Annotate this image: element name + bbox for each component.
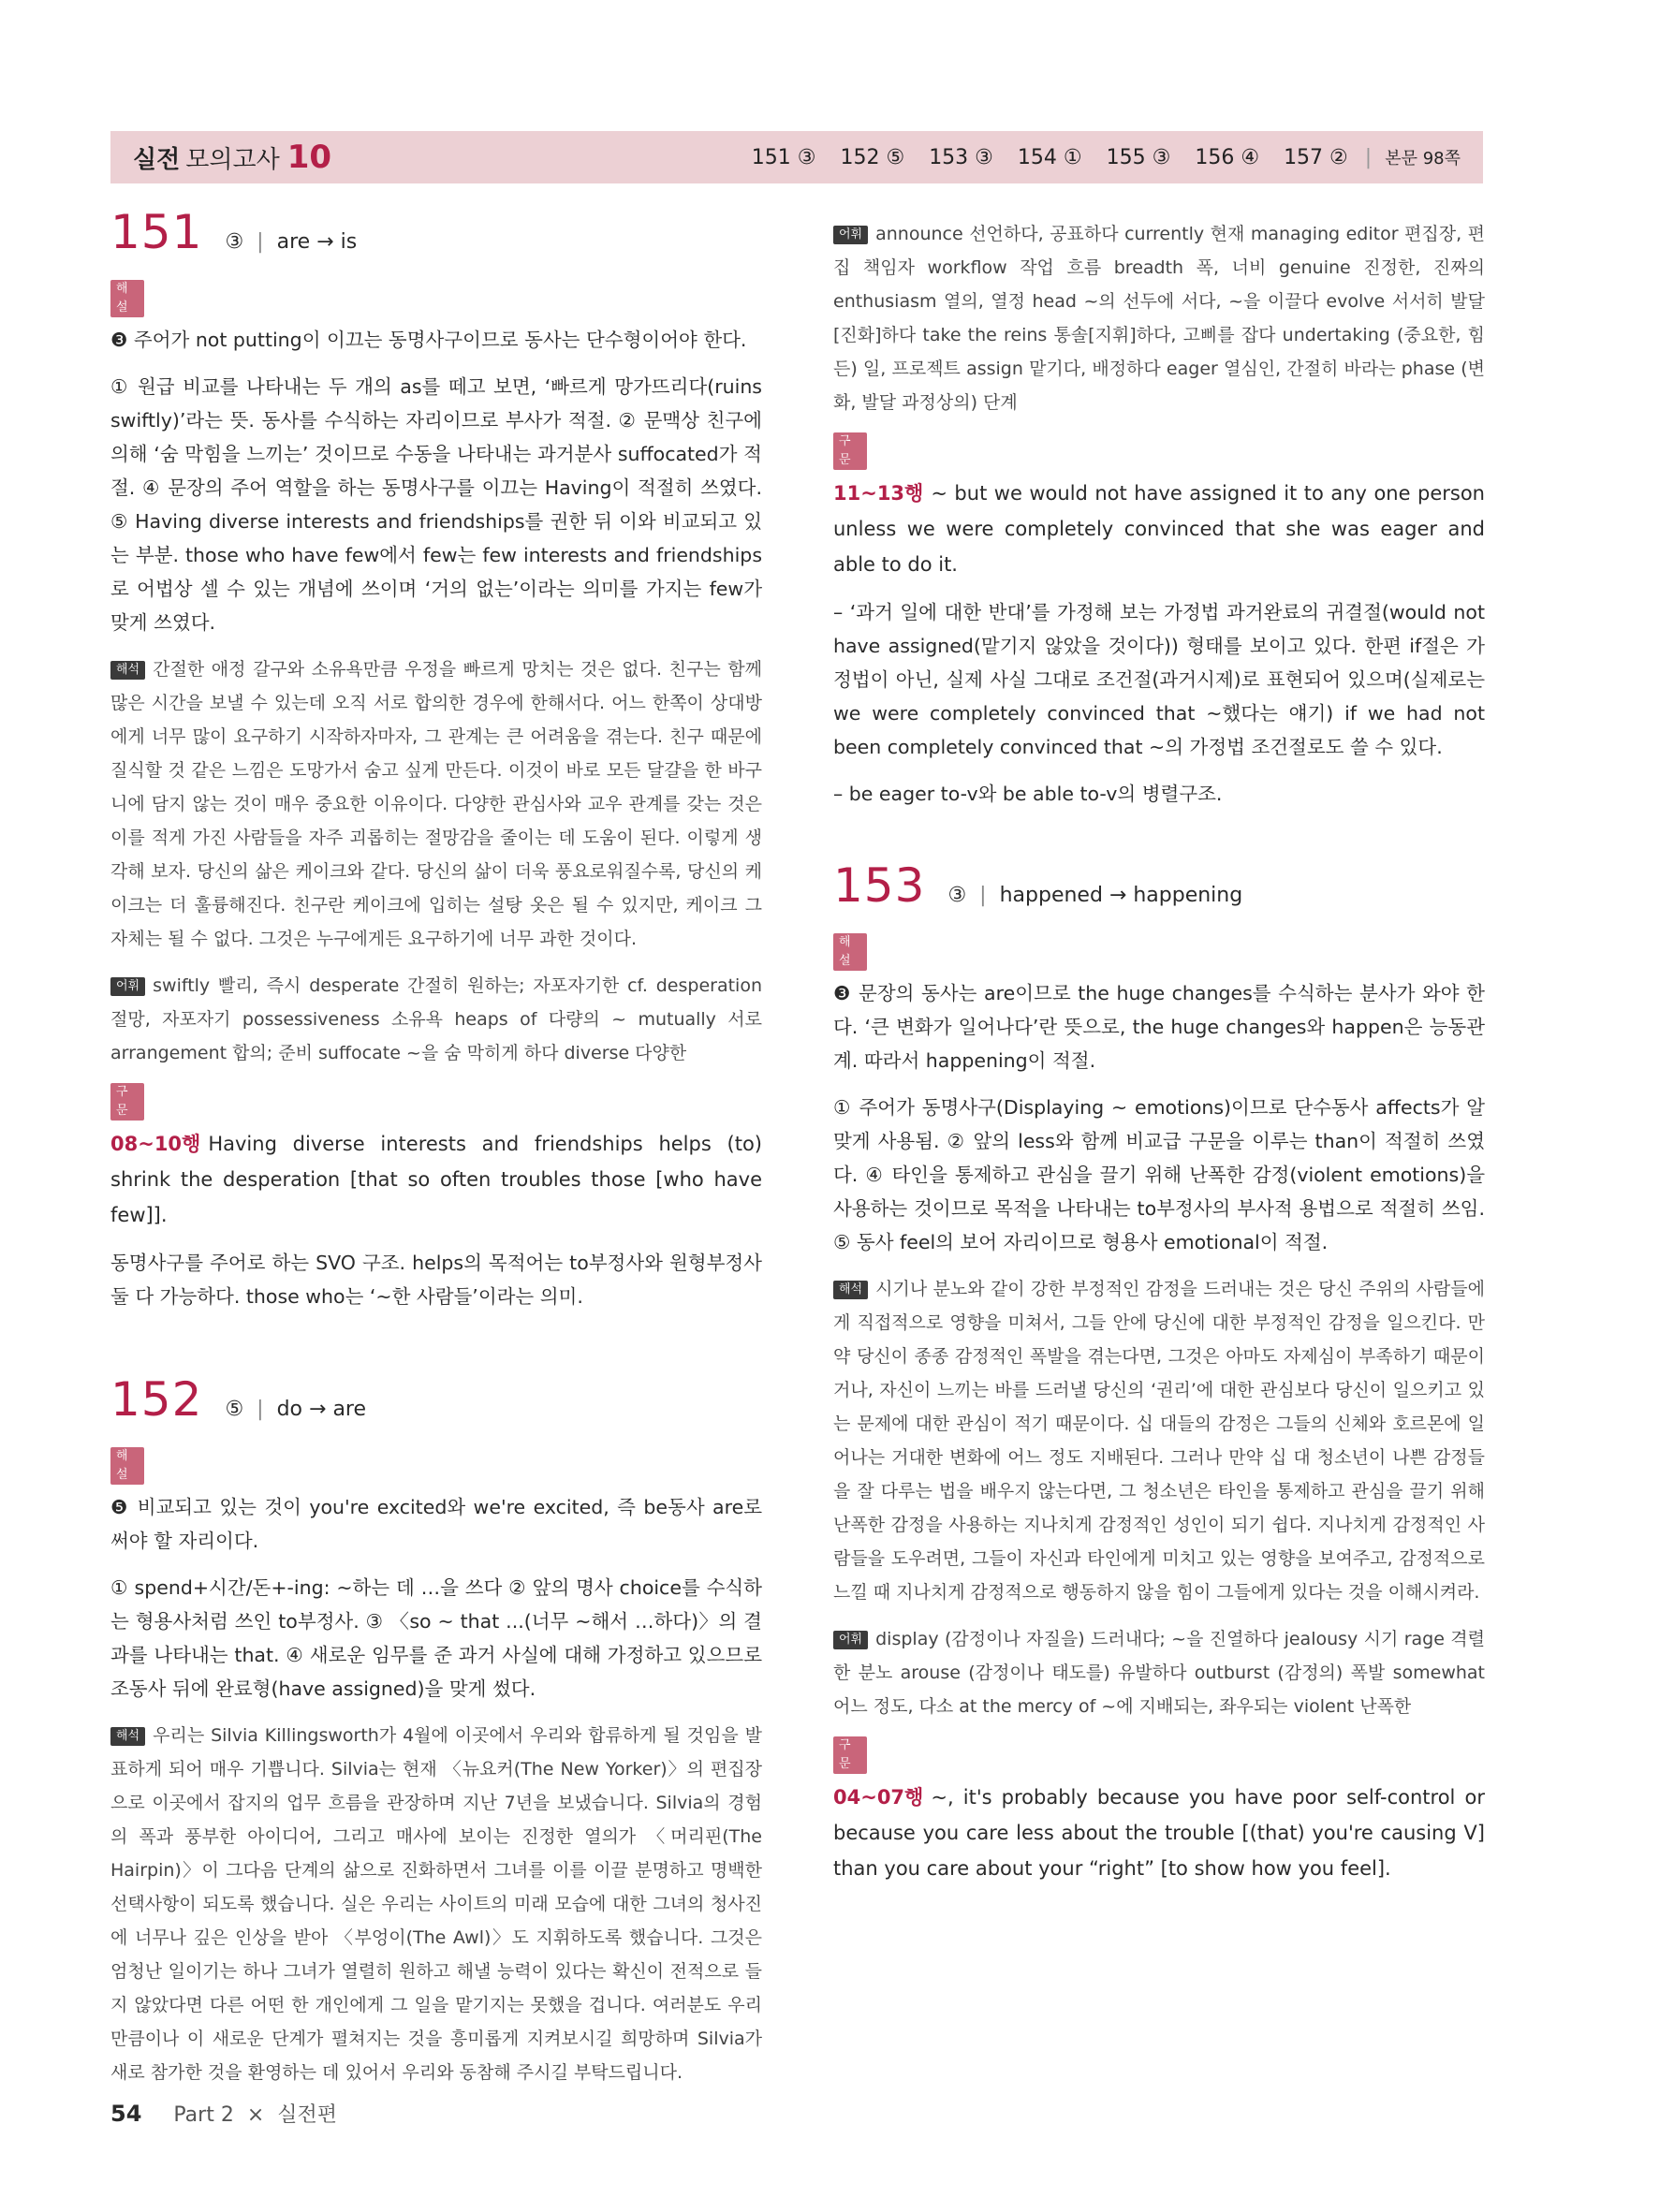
correction: do → are: [276, 1398, 367, 1421]
vocab-tag: 어휘: [833, 1631, 868, 1649]
test-header-bar: [110, 131, 1483, 183]
translate-tag: 해석: [833, 1281, 868, 1299]
explain-main: ❸ 주어가 not putting이 이끄는 동명사구이므로 동사는 단수형이어야 한다.: [110, 329, 747, 351]
answer-mark: ⑤: [225, 1398, 244, 1421]
section-label: 실전편: [277, 2103, 338, 2127]
vocab-text: swiftly 빨리, 즉시 desperate 간절히 원하는; 자포자기한 cf. desperation 절망, 자포자기 possessiveness 소유욕 heaps of 다량의 ~ mutually 서로 arrangement 합의; 준비 suffocate ~을 숨 막히게 하다 diverse 다양한: [110, 975, 762, 1063]
vocab-block: [110, 969, 762, 1070]
divider: |: [257, 230, 264, 254]
vocab-block: [833, 217, 1485, 419]
gumun-lines: 04~07행: [833, 1786, 924, 1809]
divider: |: [1364, 145, 1373, 169]
title-light: 모의고사: [185, 146, 280, 174]
translate-tag: 해석: [110, 661, 145, 680]
translation-text: 시기나 분노와 같이 강한 부정적인 감정을 드러내는 것은 당신 주위의 사람들에게 직접적으로 영향을 미쳐서, 그들 안에 당신에 대한 부정적인 감정을 일으킨다. 만약 당신이 종종 감정적인 폭발을 겪는다면, 그것은 아마도 자제심이 부족하기 때문이거나, 자신이 느끼는 바를 드러낼 당신의 ‘권리’에 대한 관심보다 당신이 일으키고 있는 문제에 대한 관심이 적기 때문이다. 십 대들의 감정은 그들의 신체와 호르몬에 일어나는 거대한 변화에 어느 정도 지배된다. 그러나 만약 십 대 청소년이 나쁜 감정들을 잘 다루는 법을 배우지 않는다면, 그 청소년은 타인을 통제하고 관심을 끌기 위해 난폭한 감정을 사용하는 지나치게 감정적인 성인이 되기 쉽다. 지나치게 감정적인 사람들을 도우려면, 그들이 자신과 타인에게 미치고 있는 영향을 보여주고, 감정적으로 느낄 때 지나치게 감정적으로 행동하지 않을 힘이 그들에게 있다는 것을 이해시켜라.: [833, 1279, 1485, 1603]
answer-155: 155 ③: [1106, 145, 1171, 169]
answer-154: 154 ①: [1017, 145, 1082, 169]
gumun-note-2: – be eager to-v와 be able to-v의 병렬구조.: [833, 783, 1223, 805]
title-bold: 실전: [133, 146, 181, 174]
title-number: 10: [286, 139, 332, 176]
gumun-block: [110, 1126, 762, 1233]
answer-mark: ③: [947, 884, 967, 907]
page-footer: [110, 2099, 337, 2128]
answer-153: 153 ③: [929, 145, 993, 169]
translation-block: [833, 1272, 1485, 1609]
correction: are → is: [276, 230, 358, 254]
gumun-text: Having diverse interests and friendships helps (to) shrink the desperation [that so often troubles those [who have few]].: [110, 1133, 762, 1226]
answer-156: 156 ④: [1195, 145, 1260, 169]
vocab-text: announce 선언하다, 공표하다 currently 현재 managing editor 편집장, 편집 책임자 workflow 작업 흐름 breadth 폭, 너비 genuine 진정한, 진짜의 enthusiasm 열의, 열정 head ~의 선두에 서다, ~을 이끌다 evolve 서서히 발달[진화]하다 take the reins 통솔[지휘]하다, 고삐를 잡다 undertaking (중요한, 힘든) 일, 프로젝트 assign 맡기다, 배정하다 eager 열심인, 간절히 바라는 phase (변화, 발달 과정상의) 단계: [833, 224, 1485, 413]
test-title: [133, 139, 331, 176]
question-153-heading: [833, 858, 1485, 913]
explain-detail: ① spend+시간/돈+-ing: ~하는 데 …을 쓰다 ② 앞의 명사 choice를 수식하는 형용사처럼 쓰인 to부정사. ③ 〈so ~ that ...(너무 ~해서 …하다)〉의 결과를 나타내는 that. ④ 새로운 임무를 준 과거 사실에 대해 가정하고 있으므로 조동사 뒤에 완료형(have assigned)을 맞게 썼다.: [110, 1576, 762, 1700]
answer-151: 151 ③: [751, 145, 816, 169]
divider: |: [979, 884, 987, 907]
question-152-heading: [110, 1372, 762, 1427]
page-reference: 본문 98쪽: [1385, 149, 1461, 168]
question-number: 153: [833, 858, 926, 913]
vocab-text: display (감정이나 자질을) 드러내다; ~을 진열하다 jealousy 시기 rage 격렬한 분노 arouse (감정이나 태도를) 유발하다 outburst (감정의) 폭발 somewhat 어느 정도, 다소 at the mercy of ~에 지배되는, 좌우되는 violent 난폭한: [833, 1629, 1485, 1717]
explain-tag: 해설: [110, 280, 144, 317]
answer-152: 152 ⑤: [840, 145, 905, 169]
vocab-block: [833, 1622, 1485, 1723]
right-column: [833, 217, 1485, 1899]
gumun-lines: 11~13행: [833, 482, 924, 505]
gumun-text: ~, it's probably because you have poor self-control or because you care less about the trouble [(that) you're causing V] than you care about your “right” [to show how you feel].: [833, 1786, 1485, 1880]
answer-key: [727, 145, 1461, 169]
explain-detail: ① 원급 비교를 나타내는 두 개의 as를 떼고 보면, ‘빠르게 망가뜨리다(ruins swiftly)’라는 뜻. 동사를 수식하는 자리이므로 부사가 적절. ② 문맥상 친구에 의해 ‘숨 막힘을 느끼는’ 것이므로 수동을 나타내는 과거분사 suffocated가 적절. ④ 문장의 주어 역할을 하는 동명사구를 이끄는 Having이 적절히 쓰였다. ⑤ Having diverse interests and friendships를 권한 뒤 이와 비교되고 있는 부분. those who have few에서 few는 few interests and friendships로 어법상 셀 수 있는 개념에 쓰이며 ‘거의 없는’이라는 의미를 가지는 few가 맞게 쓰였다.: [110, 375, 762, 634]
explain-main: ❺ 비교되고 있는 것이 you're excited와 we're excited, 즉 be동사 are로 써야 할 자리이다.: [110, 1496, 762, 1552]
question-151-heading: [110, 205, 762, 259]
explain-tag: 해설: [110, 1447, 144, 1485]
gumun-tag: 구문: [833, 432, 867, 470]
separator: ×: [246, 2103, 265, 2127]
explain-tag: 해설: [833, 933, 867, 971]
gumun-block: [833, 476, 1485, 582]
gumun-note: 동명사구를 주어로 하는 SVO 구조. helps의 목적어는 to부정사와 원형부정사 둘 다 가능하다. those who는 ‘~한 사람들’이라는 의미.: [110, 1252, 762, 1308]
vocab-tag: 어휘: [110, 977, 145, 996]
page-number: 54: [110, 2101, 142, 2127]
question-number: 152: [110, 1372, 203, 1427]
left-column: [110, 205, 762, 2102]
translation-block: [110, 1719, 762, 2089]
gumun-lines: 08~10행: [110, 1133, 201, 1155]
translation-block: [110, 652, 762, 956]
part-label: Part 2: [173, 2103, 234, 2127]
divider: |: [257, 1398, 264, 1421]
answer-157: 157 ②: [1284, 145, 1348, 169]
gumun-tag: 구문: [110, 1083, 144, 1121]
translate-tag: 해석: [110, 1727, 145, 1746]
explain-main: ❸ 문장의 동사는 are이므로 the huge changes를 수식하는 분사가 와야 한다. ‘큰 변화가 일어나다’란 뜻으로, the huge changes와 happen은 능동관계. 따라서 happening이 적절.: [833, 982, 1485, 1072]
correction: happened → happening: [999, 884, 1243, 907]
answer-mark: ③: [225, 230, 244, 254]
gumun-tag: 구문: [833, 1736, 867, 1774]
gumun-block: [833, 1780, 1485, 1886]
gumun-text: ~ but we would not have assigned it to any one person unless we were completely convinced that she was eager and able to do it.: [833, 482, 1485, 576]
question-number: 151: [110, 205, 203, 259]
explain-detail: ① 주어가 동명사구(Displaying ~ emotions)이므로 단수동사 affects가 알맞게 사용됨. ② 앞의 less와 함께 비교급 구문을 이루는 than이 적절히 쓰였다. ④ 타인을 통제하고 관심을 끌기 위해 난폭한 감정(violent emotions)을 사용하는 것이므로 목적을 나타내는 to부정사의 부사적 용법으로 적절히 쓰임. ⑤ 동사 feel의 보어 자리이므로 형용사 emotional이 적절.: [833, 1096, 1485, 1253]
vocab-tag: 어휘: [833, 226, 868, 244]
translation-text: 간절한 애정 갈구와 소유욕만큼 우정을 빠르게 망치는 것은 없다. 친구는 함께 많은 시간을 보낼 수 있는데 오직 서로 합의한 경우에 한해서다. 어느 한쪽이 상대방에게 너무 많이 요구하기 시작하자마자, 그 관계는 큰 어려움을 겪는다. 친구 때문에 질식할 것 같은 느낌은 도망가서 숨고 싶게 만든다. 이것이 바로 모든 달걀을 한 바구니에 담지 않는 것이 매우 중요한 이유이다. 다양한 관심사와 교우 관계를 갖는 것은 이를 적게 가진 사람들을 자주 괴롭히는 절망감을 줄이는 데 도움이 된다. 이렇게 생각해 보자. 당신의 삶은 케이크와 같다. 당신의 삶이 더욱 풍요로워질수록, 당신의 케이크는 더 훌륭해진다. 친구란 케이크에 입히는 설탕 옷은 될 수 있지만, 케이크 그 자체는 될 수 없다. 그것은 누구에게든 요구하기에 너무 과한 것이다.: [110, 659, 762, 949]
gumun-note-1: – ‘과거 일에 대한 반대’를 가정해 보는 가정법 과거완료의 귀결절(would not have assigned(맡기지 않았을 것이다)) 형태를 보이고 있다. 한편 if절은 가정법이 아닌, 실제 사실 그대로 조건절(과거시제)로 표현되어 있으며(실제로는 we were completely convinced that ~했다는 얘기) if we had not been completely convinced that ~의 가정법 조건절로도 쓸 수 있다.: [833, 601, 1485, 758]
translation-text: 우리는 Silvia Killingsworth가 4월에 이곳에서 우리와 합류하게 될 것임을 발표하게 되어 매우 기쁩니다. Silvia는 현재 〈뉴요커(The New Yorker)〉의 편집장으로 이곳에서 잡지의 업무 흐름을 관장하며 지난 7년을 보냈습니다. Silvia의 경험의 폭과 풍부한 아이디어, 그리고 매사에 보이는 진정한 열의가 〈머리핀(The Hairpin)〉이 그다음 단계의 삶으로 진화하면서 그녀를 이를 이끌 분명하고 명백한 선택사항이 되도록 했습니다. 실은 우리는 사이트의 미래 모습에 대한 그녀의 청사진에 너무나 깊은 인상을 받아 〈부엉이(The Awl)〉도 지휘하도록 했습니다. 그것은 엄청난 일이기는 하나 그녀가 열렬히 원하고 해낼 능력이 있다는 확신이 전적으로 들지 않았다면 다른 어떤 한 개인에게 그 일을 맡기지는 못했을 겁니다. 여러분도 우리만큼이나 이 새로운 단계가 펼쳐지는 것을 흥미롭게 지켜보시길 희망하며 Silvia가 새로 참가한 것을 환영하는 데 있어서 우리와 동참해 주시길 부탁드립니다.: [110, 1725, 762, 2083]
